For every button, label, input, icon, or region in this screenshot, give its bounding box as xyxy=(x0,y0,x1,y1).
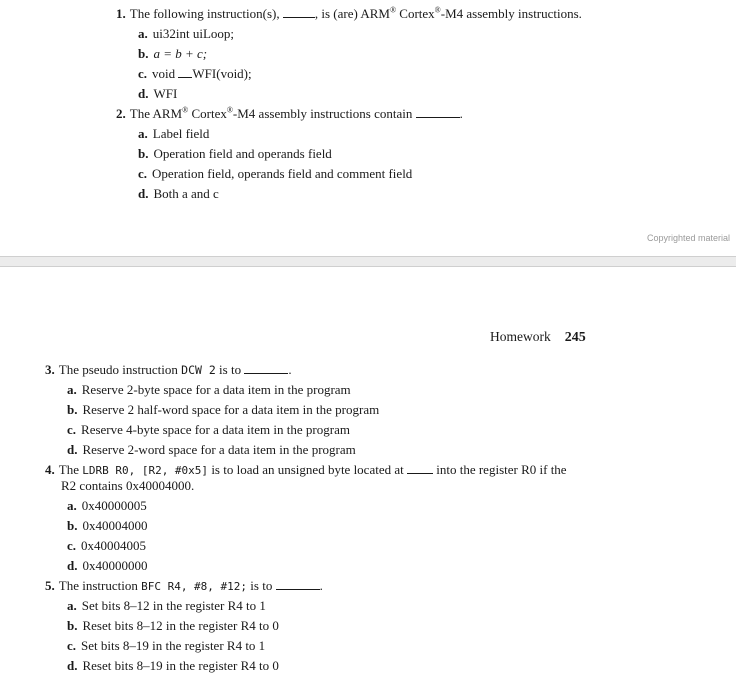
option-c xyxy=(67,538,146,554)
registered-mark: ® xyxy=(182,105,189,115)
option-a xyxy=(67,498,147,514)
underscore-blank xyxy=(178,66,192,78)
answer-blank xyxy=(407,462,433,474)
option-text: 0x40000005 xyxy=(81,498,147,513)
option-text: 0x40004005 xyxy=(81,538,147,553)
stem-text: Cortex xyxy=(396,6,435,21)
option-text: a = b + c; xyxy=(153,46,208,61)
page-divider xyxy=(0,256,736,267)
option-text: Operation field and operands field xyxy=(153,146,332,161)
option-letter: a. xyxy=(67,382,77,397)
question-number: 3. xyxy=(45,362,55,377)
stem-text: The ARM xyxy=(129,106,183,121)
option-d xyxy=(67,558,147,574)
option-a xyxy=(67,598,266,614)
option-d xyxy=(138,186,219,202)
option-letter: d. xyxy=(67,658,78,673)
option-text: WFI xyxy=(153,86,178,101)
option-letter: b. xyxy=(67,618,78,633)
question-number: 1. xyxy=(116,6,126,21)
running-head: Homework xyxy=(490,329,551,344)
option-letter: a. xyxy=(67,498,77,513)
stem-text: . xyxy=(459,106,463,121)
option-text: void xyxy=(152,66,179,81)
option-b xyxy=(138,46,207,62)
option-d xyxy=(67,658,279,674)
option-letter: d. xyxy=(67,558,78,573)
question-5-stem xyxy=(45,578,323,595)
option-text: WFI(void); xyxy=(192,66,252,81)
answer-blank xyxy=(276,578,320,590)
stem-text: The following instruction(s), xyxy=(129,6,283,21)
option-letter: c. xyxy=(67,538,77,553)
question-4-stem xyxy=(45,462,567,479)
option-c xyxy=(138,166,412,182)
option-text: 0x40000000 xyxy=(82,558,148,573)
option-letter: b. xyxy=(67,518,78,533)
option-text: Both a and c xyxy=(153,186,219,201)
option-text: 0x40004000 xyxy=(82,518,148,533)
stem-text: The xyxy=(58,462,83,477)
option-d xyxy=(67,442,356,458)
option-letter: c. xyxy=(138,166,148,181)
copyright-notice: Copyrighted material xyxy=(646,233,730,243)
stem-text: The pseudo instruction xyxy=(58,362,182,377)
option-letter: a. xyxy=(138,26,148,41)
stem-text: Cortex xyxy=(188,106,227,121)
code-text: BFC R4, #8, #12; xyxy=(141,580,248,593)
option-b xyxy=(67,402,379,418)
option-letter: d. xyxy=(138,86,149,101)
option-text: Reserve 4-byte space for a data item in the program xyxy=(81,422,350,437)
option-text: Reserve 2 half-word space for a data item in the program xyxy=(82,402,380,417)
question-number: 5. xyxy=(45,578,55,593)
stem-text: is to xyxy=(215,362,245,377)
registered-mark: ® xyxy=(226,105,233,115)
question-3-stem xyxy=(45,362,292,378)
option-c xyxy=(67,638,265,654)
option-letter: b. xyxy=(138,46,149,61)
option-c xyxy=(138,66,252,82)
page-header xyxy=(490,329,586,346)
registered-mark: ® xyxy=(434,5,441,15)
stem-text: . xyxy=(319,578,323,593)
stem-text: . xyxy=(288,362,292,377)
option-a xyxy=(67,382,351,398)
stem-text: , is (are) ARM xyxy=(314,6,390,21)
option-text: Reserve 2-byte space for a data item in the program xyxy=(81,382,351,397)
stem-text: is to xyxy=(247,578,276,593)
page-number: 245 xyxy=(564,330,586,345)
option-c xyxy=(67,422,350,438)
question-4-stem-line2: R2 contains 0x40004000. xyxy=(61,478,195,493)
option-text: Reserve 2-word space for a data item in the program xyxy=(82,442,356,457)
option-b xyxy=(67,618,279,634)
option-letter: a. xyxy=(67,598,77,613)
question-1-stem xyxy=(116,6,582,22)
option-text: Set bits 8–12 in the register R4 to 1 xyxy=(81,598,266,613)
stem-text: -M4 assembly instructions. xyxy=(440,6,582,21)
answer-blank xyxy=(283,6,315,18)
option-letter: d. xyxy=(67,442,78,457)
option-text: Label field xyxy=(152,126,210,141)
option-d xyxy=(138,86,177,102)
option-a xyxy=(138,26,234,42)
option-a xyxy=(138,126,209,142)
option-b xyxy=(138,146,332,162)
option-b xyxy=(67,518,147,534)
stem-text: -M4 assembly instructions contain xyxy=(232,106,416,121)
option-letter: d. xyxy=(138,186,149,201)
question-number: 4. xyxy=(45,462,55,477)
answer-blank xyxy=(416,106,460,118)
option-text: ui32int uiLoop; xyxy=(152,26,234,41)
stem-text: is to load an unsigned byte located at xyxy=(208,462,407,477)
option-letter: a. xyxy=(138,126,148,141)
question-2-stem xyxy=(116,106,463,122)
bottom-page xyxy=(0,267,736,678)
option-letter: b. xyxy=(138,146,149,161)
registered-mark: ® xyxy=(389,5,397,15)
code-text: LDRB R0, [R2, #0x5] xyxy=(82,464,209,477)
option-text: Operation field, operands field and comment field xyxy=(152,166,413,181)
option-text: Reset bits 8–12 in the register R4 to 0 xyxy=(82,618,279,633)
code-text: DCW 2 xyxy=(181,363,216,377)
option-text: Set bits 8–19 in the register R4 to 1 xyxy=(81,638,266,653)
option-letter: b. xyxy=(67,402,78,417)
top-page xyxy=(0,0,736,256)
option-text: Reset bits 8–19 in the register R4 to 0 xyxy=(82,658,279,673)
question-number: 2. xyxy=(116,106,126,121)
option-letter: c. xyxy=(138,66,148,81)
answer-blank xyxy=(244,362,288,374)
stem-text: The instruction xyxy=(58,578,142,593)
stem-text: into the register R0 if the xyxy=(433,462,567,477)
option-letter: c. xyxy=(67,638,77,653)
option-letter: c. xyxy=(67,422,77,437)
